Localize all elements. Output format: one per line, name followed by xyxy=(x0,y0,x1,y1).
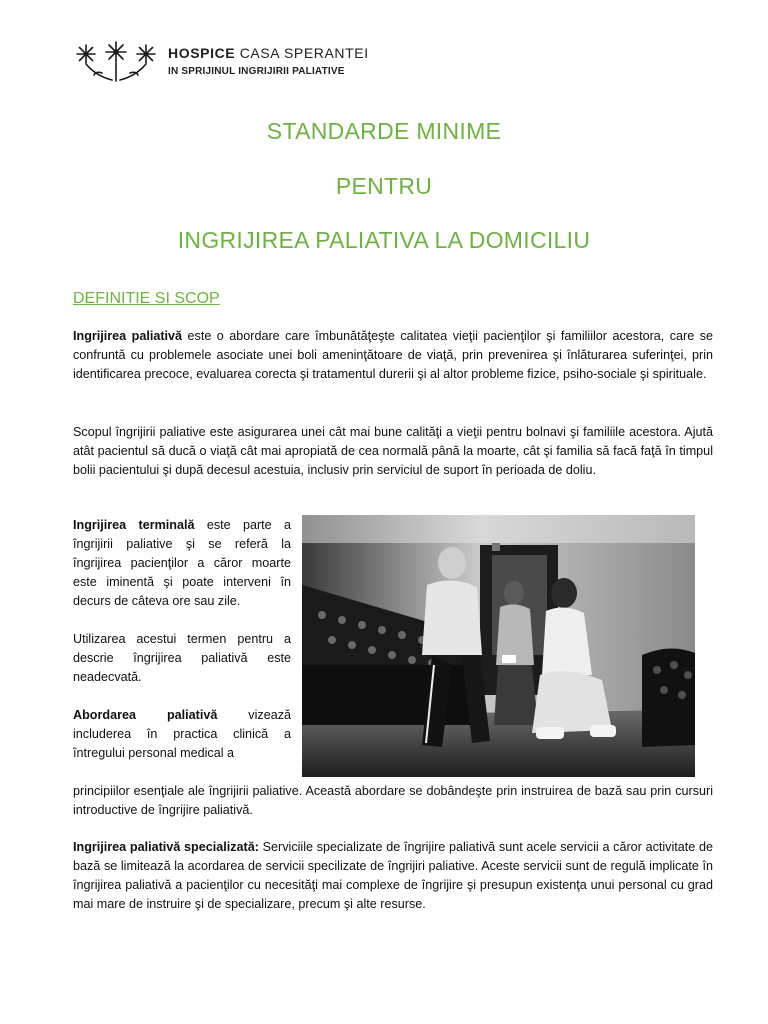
term-abordarea-paliativa: Abordarea paliativă xyxy=(73,708,218,722)
paragraph-specialized-care xyxy=(73,838,713,914)
brand-name xyxy=(168,45,369,61)
paragraph-palliative-approach-text: vizează includerea în practica clinică a întregului personal medical a xyxy=(73,708,291,760)
photo-illustration xyxy=(302,515,695,777)
paragraph-terminal-care xyxy=(73,516,291,611)
brand-name-bold: HOSPICE xyxy=(168,45,236,61)
term-ingrijirea-paliativa-specializata: Ingrijirea paliativă specializată: xyxy=(73,840,259,854)
title-line-1: STANDARDE MINIME xyxy=(266,118,502,144)
paragraph-definition xyxy=(73,327,713,384)
flowers-logo-icon xyxy=(72,40,160,84)
term-ingrijirea-paliativa: Ingrijirea paliativă xyxy=(73,329,183,343)
caregiver-photo xyxy=(302,515,695,777)
paragraph-term-usage: Utilizarea acestui termen pentru a descrie îngrijirea paliativă este neadecvată. xyxy=(73,632,291,684)
paragraph-terminal-care-text: este parte a îngrijirii paliative şi se referă la îngrijirea pacienţilor a căror moarte este iminentă şi poate interveni în decurs de câteva ore sau zile. xyxy=(73,518,291,608)
left-column xyxy=(73,516,291,763)
paragraph-palliative-approach xyxy=(73,706,291,763)
term-ingrijirea-terminala: Ingrijirea terminală xyxy=(73,518,195,532)
hospice-logo xyxy=(72,40,412,84)
brand-name-rest: CASA SPERANTEI xyxy=(235,45,369,61)
title-line-2: PENTRU xyxy=(335,173,433,199)
brand-tagline: IN SPRIJINUL INGRIJIRII PALIATIVE xyxy=(168,66,345,77)
paragraph-scope: Scopul îngrijirii paliative este asigurarea unei cât mai bune calităţi a vieţii pentru bolnavi şi familiile acestora. Ajută atât pacientul să ducă o viaţă cât mai apropiată de cea normală până la moarte, cât şi familia să facă faţă în timpul bolii pacientului şi după decesul acestuia, inclusiv prin serviciul de suport în perioada de doliu. xyxy=(73,425,713,477)
paragraph-definition-text: este o abordare care îmbunătăţeşte calitatea vieţii pacienţilor şi familiilor acestora, care se confruntă cu problemele asociate unei boli ameninţătoare de viaţă, prin prevenirea şi înlăturarea suferinţei, prin identificarea precoce, evaluarea corecta şi tratamentul durerii şi al altor probleme fizice, psiho-sociale şi spirituale. xyxy=(73,329,713,381)
section-heading: DEFINITIE SI SCOP xyxy=(73,290,220,307)
paragraph-palliative-approach-continuation: principiilor esenţiale ale îngrijirii paliative. Această abordare se dobândeşte prin instruirea de bază sau prin cursuri introductive de îngrijire paliativă. xyxy=(73,784,713,817)
title-line-3: INGRIJIREA PALIATIVA LA DOMICILIU xyxy=(177,227,591,253)
paragraph-specialized-care-text: Serviciile specializate de îngrijire paliativă sunt acele servicii a căror activitate de bază se limitează la acordarea de servicii specilizate de îngrijiri paliative. Aceste servicii sunt de regulă implicate în îngrijirea paliativă a pacienţilor cu necesităţi mai complexe de îngrijire şi presupun existenţa unui personal cu grad mai mare de instruire şi de specializare, precum şi alte resurse. xyxy=(73,840,713,911)
